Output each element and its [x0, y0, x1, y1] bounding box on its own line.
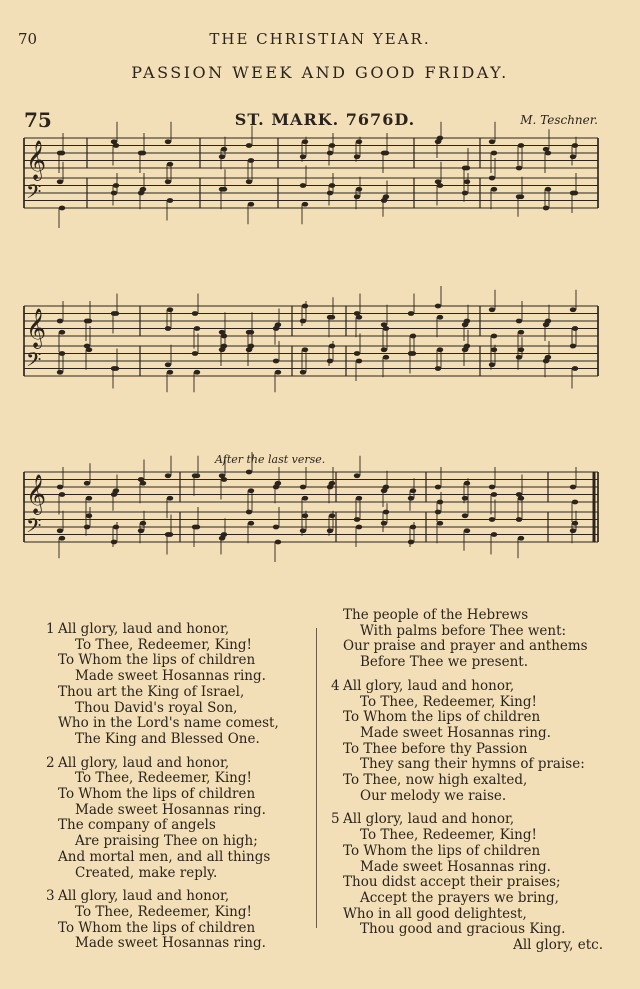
note-head: [113, 311, 119, 316]
music-direction: After the last verse.: [215, 453, 326, 466]
note-head: [491, 187, 497, 192]
note-head: [246, 470, 252, 475]
note-head: [543, 206, 549, 211]
note-head: [570, 154, 576, 159]
note-head: [329, 143, 335, 148]
note-head: [491, 151, 497, 156]
note-head: [572, 366, 578, 371]
note-head: [545, 187, 551, 192]
note-head: [57, 528, 63, 533]
stanza-2: [46, 754, 318, 882]
note-head: [464, 319, 470, 324]
note-head: [383, 510, 389, 515]
bass-clef: 𝄢: [26, 348, 42, 376]
lyric-line: Who in the Lord's name comest,: [58, 715, 279, 732]
note-head: [410, 334, 416, 339]
note-head: [491, 492, 497, 497]
note-head: [302, 347, 308, 352]
lyric-line: To Thee, Redeemer, King!: [360, 827, 537, 844]
note-head: [302, 304, 308, 309]
note-head: [167, 307, 173, 312]
note-head: [111, 191, 117, 196]
lyric-line: Thou didst accept their praises;: [343, 874, 561, 891]
note-head: [356, 496, 362, 501]
note-head: [437, 500, 443, 505]
note-head: [329, 183, 335, 188]
note-head: [437, 347, 443, 352]
note-head: [167, 162, 173, 167]
lyric-line: All glory, laud and honor,: [58, 888, 230, 905]
note-head: [300, 183, 306, 188]
lyric-line: All glory, laud and honor,: [58, 754, 230, 771]
lyric-line: To Whom the lips of children: [58, 919, 256, 936]
stanza-number: 5: [331, 811, 340, 828]
lyric-line: The company of angels: [58, 817, 216, 834]
note-head: [59, 151, 65, 156]
note-head: [248, 158, 254, 163]
note-head: [356, 139, 362, 144]
note-head: [84, 525, 90, 530]
note-head: [570, 307, 576, 312]
note-head: [464, 344, 470, 349]
note-head: [221, 334, 227, 339]
note-head: [383, 151, 389, 156]
note-head: [194, 525, 200, 530]
note-head: [300, 485, 306, 490]
note-head: [111, 540, 117, 545]
stanza-5: [331, 811, 613, 954]
lyric-line: All glory, laud and honor,: [58, 621, 230, 637]
note-head: [462, 513, 468, 518]
note-head: [327, 359, 333, 364]
note-head: [489, 139, 495, 144]
page-number: 70: [18, 30, 38, 48]
note-head: [545, 151, 551, 156]
note-head: [570, 528, 576, 533]
tune-name: ST. MARK. 7676D.: [234, 110, 416, 129]
note-head: [408, 311, 414, 316]
note-head: [221, 344, 227, 349]
note-head: [167, 370, 173, 375]
note-head: [329, 315, 335, 320]
note-head: [381, 347, 387, 352]
note-head: [221, 147, 227, 152]
note-head: [86, 319, 92, 324]
lyric-line: All glory, laud and honor,: [343, 811, 515, 828]
lyric-line: To Thee, now high exalted,: [343, 772, 528, 789]
note-head: [491, 347, 497, 352]
lyric-line: Made sweet Hosannas ring.: [360, 724, 551, 741]
note-head: [300, 370, 306, 375]
note-head: [165, 473, 171, 478]
note-head: [437, 315, 443, 320]
lyric-line: With palms before Thee went:: [360, 622, 567, 639]
stanza-1: [46, 621, 318, 748]
note-head: [491, 532, 497, 537]
stanza-number: 1: [46, 621, 55, 637]
lyric-line: Made sweet Hosannas ring.: [360, 858, 551, 875]
note-head: [356, 315, 362, 320]
note-head: [273, 525, 279, 530]
stanza-number: 3: [46, 888, 55, 905]
note-head: [435, 366, 441, 371]
stanza-4: [331, 677, 613, 805]
note-head: [572, 143, 578, 148]
note-head: [140, 481, 146, 486]
treble-clef: 𝄞: [26, 474, 47, 514]
note-head: [383, 194, 389, 199]
note-head: [302, 202, 308, 207]
lyric-line: Our melody we raise.: [360, 787, 507, 804]
note-head: [113, 143, 119, 148]
note-head: [464, 179, 470, 184]
note-head: [518, 194, 524, 199]
note-head: [435, 485, 441, 490]
treble-clef: 𝄞: [26, 308, 47, 348]
note-head: [489, 362, 495, 367]
note-head: [246, 179, 252, 184]
hymn-number: 75: [24, 108, 52, 132]
note-head: [516, 517, 522, 522]
lyric-line: Made sweet Hosannas ring.: [75, 935, 266, 952]
bass-clef: 𝄢: [26, 514, 42, 542]
note-head: [435, 510, 441, 515]
note-head: [545, 319, 551, 324]
note-head: [221, 532, 227, 537]
note-head: [57, 319, 63, 324]
lyric-line: The people of the Hebrews: [343, 607, 529, 623]
note-head: [518, 496, 524, 501]
note-head: [192, 311, 198, 316]
lyric-line: To Whom the lips of children: [343, 709, 541, 726]
lyric-line: To Thee before thy Passion: [343, 740, 528, 757]
note-head: [219, 154, 225, 159]
note-head: [410, 525, 416, 530]
note-head: [246, 510, 252, 515]
note-head: [221, 187, 227, 192]
note-head: [248, 488, 254, 493]
note-head: [140, 521, 146, 526]
note-head: [57, 485, 63, 490]
note-head: [572, 521, 578, 526]
bass-clef: 𝄢: [26, 180, 42, 208]
note-head: [516, 319, 522, 324]
note-head: [437, 183, 443, 188]
treble-clef: 𝄞: [26, 140, 47, 180]
lyric-line: To Thee, Redeemer, King!: [360, 693, 537, 710]
note-head: [194, 326, 200, 331]
note-head: [489, 485, 495, 490]
lyric-line: Thou David's royal Son,: [75, 699, 238, 716]
note-head: [300, 319, 306, 324]
note-head: [408, 540, 414, 545]
lyric-line: They sang their hymns of praise:: [360, 756, 585, 773]
stanza-3-part-1: [46, 888, 318, 952]
note-head: [86, 347, 92, 352]
staff-systems: [24, 122, 598, 562]
note-head: [464, 481, 470, 486]
note-head: [437, 136, 443, 141]
note-head: [464, 528, 470, 533]
note-head: [410, 351, 416, 356]
lyric-line: Accept the prayers we bring,: [360, 889, 559, 906]
note-head: [383, 355, 389, 360]
note-head: [489, 517, 495, 522]
note-head: [194, 370, 200, 375]
note-head: [248, 344, 254, 349]
note-head: [327, 528, 333, 533]
stanza-3-part-2: [343, 608, 613, 671]
note-head: [300, 528, 306, 533]
note-head: [518, 330, 524, 335]
note-head: [354, 473, 360, 478]
note-head: [300, 154, 306, 159]
note-head: [491, 334, 497, 339]
lyric-line: Created, make reply.: [75, 864, 218, 881]
lyric-line: To Thee, Redeemer, King!: [75, 770, 252, 787]
note-head: [167, 198, 173, 203]
composer: M. Teschner.: [520, 113, 598, 127]
lyric-line: Our praise and prayer and anthems: [343, 638, 588, 655]
note-head: [113, 488, 119, 493]
lyric-line: Made sweet Hosannas ring.: [75, 801, 266, 818]
note-head: [437, 521, 443, 526]
note-head: [113, 525, 119, 530]
note-head: [518, 143, 524, 148]
note-head: [86, 496, 92, 501]
note-head: [354, 154, 360, 159]
note-head: [354, 351, 360, 356]
note-head: [572, 500, 578, 505]
note-head: [57, 370, 63, 375]
note-head: [570, 344, 576, 349]
note-head: [275, 540, 281, 545]
note-head: [435, 304, 441, 309]
note-head: [248, 202, 254, 207]
lyric-line: Thou good and gracious King.: [360, 921, 566, 938]
note-head: [273, 359, 279, 364]
lyric-line: To Whom the lips of children: [58, 786, 256, 803]
note-head: [329, 513, 335, 518]
lyric-line: Made sweet Hosannas ring.: [75, 668, 266, 685]
note-head: [302, 139, 308, 144]
note-head: [113, 183, 119, 188]
lyrics-column-right: [331, 607, 613, 962]
lyric-line: To Whom the lips of children: [58, 652, 256, 669]
note-head: [194, 473, 200, 478]
note-head: [302, 513, 308, 518]
note-head: [518, 536, 524, 541]
lyric-line: The King and Blessed One.: [75, 730, 260, 747]
note-head: [221, 477, 227, 482]
note-head: [516, 355, 522, 360]
note-head: [462, 496, 468, 501]
note-head: [113, 366, 119, 371]
lyric-line: To Whom the lips of children: [343, 842, 541, 859]
note-head: [462, 191, 468, 196]
note-head: [275, 370, 281, 375]
note-head: [545, 355, 551, 360]
running-head: THE CHRISTIAN YEAR.: [209, 30, 431, 48]
lyric-line: Before Thee we present.: [360, 654, 528, 671]
note-head: [329, 481, 335, 486]
note-head: [138, 528, 144, 533]
note-head: [165, 362, 171, 367]
note-head: [356, 525, 362, 530]
lyric-line: Thou art the King of Israel,: [58, 683, 245, 700]
note-head: [327, 151, 333, 156]
note-head: [140, 187, 146, 192]
note-head: [59, 536, 65, 541]
note-head: [248, 521, 254, 526]
note-head: [246, 143, 252, 148]
note-head: [86, 513, 92, 518]
note-head: [354, 517, 360, 522]
note-head: [464, 166, 470, 171]
section-title: PASSION WEEK AND GOOD FRIDAY.: [131, 63, 509, 82]
note-head: [489, 176, 495, 181]
note-head: [192, 351, 198, 356]
note-head: [167, 496, 173, 501]
note-head: [383, 485, 389, 490]
stanza-number: 2: [46, 754, 55, 771]
note-head: [140, 151, 146, 156]
note-head: [59, 492, 65, 497]
note-head: [489, 307, 495, 312]
note-head: [381, 521, 387, 526]
note-head: [59, 206, 65, 211]
stanza-number: 4: [331, 677, 340, 694]
lyric-line: And mortal men, and all things: [58, 848, 271, 865]
note-head: [57, 179, 63, 184]
note-head: [572, 326, 578, 331]
note-head: [302, 496, 308, 501]
note-head: [59, 330, 65, 335]
note-head: [165, 326, 171, 331]
lyric-line: Who in all good delightest,: [343, 905, 527, 922]
note-head: [59, 351, 65, 356]
note-head: [516, 166, 522, 171]
note-head: [329, 344, 335, 349]
lyrics-column-left: [46, 621, 318, 960]
note-head: [275, 481, 281, 486]
lyric-line: To Thee, Redeemer, King!: [75, 903, 252, 920]
lyric-line: All glory, laud and honor,: [343, 677, 515, 694]
note-head: [275, 322, 281, 327]
note-head: [572, 191, 578, 196]
note-head: [84, 481, 90, 486]
note-head: [408, 496, 414, 501]
note-head: [570, 485, 576, 490]
note-head: [383, 326, 389, 331]
note-head: [356, 359, 362, 364]
lyric-line: To Thee, Redeemer, King!: [75, 636, 252, 653]
note-head: [165, 179, 171, 184]
lyric-line: Are praising Thee on high;: [75, 833, 258, 850]
note-head: [410, 488, 416, 493]
note-head: [518, 347, 524, 352]
note-head: [167, 532, 173, 537]
note-head: [356, 187, 362, 192]
note-head: [354, 194, 360, 199]
note-head: [165, 139, 171, 144]
note-head: [248, 330, 254, 335]
closing-direction: All glory, etc.: [513, 937, 603, 954]
note-head: [327, 191, 333, 196]
